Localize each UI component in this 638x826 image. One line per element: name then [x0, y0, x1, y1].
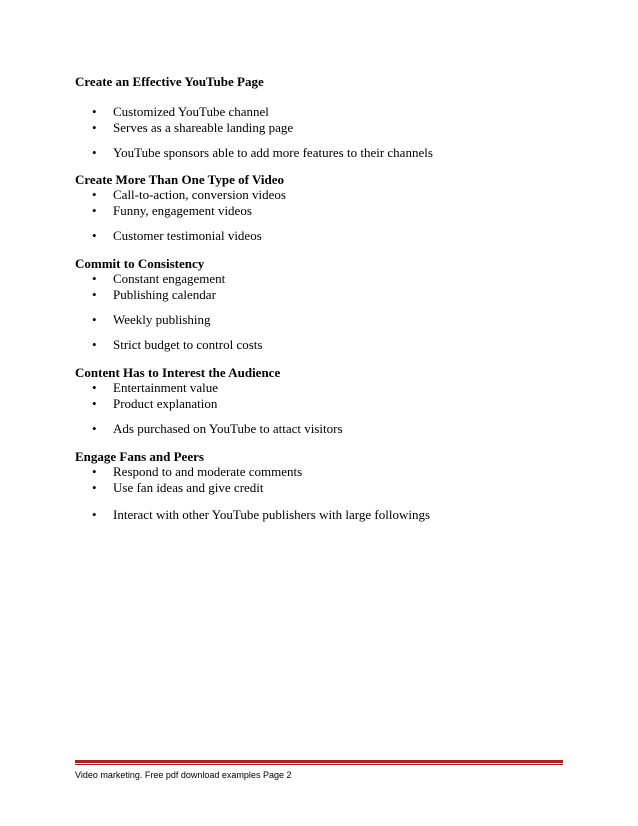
list-item-text: Funny, engagement videos [113, 203, 252, 218]
section-heading: Content Has to Interest the Audience [75, 365, 281, 380]
list-item-text: Interact with other YouTube publishers with large followings [113, 507, 431, 522]
list-item-text: Entertainment value [113, 380, 219, 395]
section-effective-youtube-page [75, 74, 575, 160]
list-item-text: YouTube sponsors able to add more features to their channels [113, 145, 433, 160]
bullet-icon: • [92, 380, 97, 395]
bullet-icon: • [92, 271, 97, 286]
section-interest-audience [75, 365, 575, 436]
footer-rule [75, 760, 563, 763]
bullet-icon: • [92, 464, 97, 479]
list-item-text: Constant engagement [113, 271, 226, 286]
list-item-text: Publishing calendar [113, 287, 216, 302]
bullet-icon: • [92, 507, 97, 522]
list-item-text: Strict budget to control costs [113, 337, 263, 352]
footer-rule-thin [75, 764, 563, 765]
bullet-icon: • [92, 337, 97, 352]
list-item-text: Serves as a shareable landing page [113, 120, 294, 135]
bullet-icon: • [92, 120, 97, 135]
bullet-icon: • [92, 145, 97, 160]
list-item-text: Use fan ideas and give credit [113, 480, 264, 495]
page-footer: Video marketing. Free pdf download examples Page 2 [75, 770, 292, 780]
list-item-text: Customized YouTube channel [113, 104, 269, 119]
list-item-text: Ads purchased on YouTube to attact visitors [113, 421, 343, 436]
bullet-icon: • [92, 203, 97, 218]
bullet-icon: • [92, 480, 97, 495]
section-heading: Commit to Consistency [75, 256, 205, 271]
bullet-icon: • [92, 287, 97, 302]
bullet-icon: • [92, 312, 97, 327]
list-item-text: Weekly publishing [113, 312, 211, 327]
list-item-text: Customer testimonial videos [113, 228, 262, 243]
bullet-icon: • [92, 421, 97, 436]
section-heading: Engage Fans and Peers [75, 449, 204, 464]
list-item-text: Call-to-action, conversion videos [113, 187, 286, 202]
bullet-icon: • [92, 187, 97, 202]
section-engage-fans [75, 449, 575, 522]
bullet-icon: • [92, 104, 97, 119]
bullet-icon: • [92, 396, 97, 411]
list-item-text: Respond to and moderate comments [113, 464, 303, 479]
section-consistency [75, 256, 575, 352]
bullet-icon: • [92, 228, 97, 243]
section-heading: Create More Than One Type of Video [75, 172, 284, 187]
section-heading: Create an Effective YouTube Page [75, 74, 264, 89]
section-video-types [75, 172, 575, 243]
list-item-text: Product explanation [113, 396, 218, 411]
